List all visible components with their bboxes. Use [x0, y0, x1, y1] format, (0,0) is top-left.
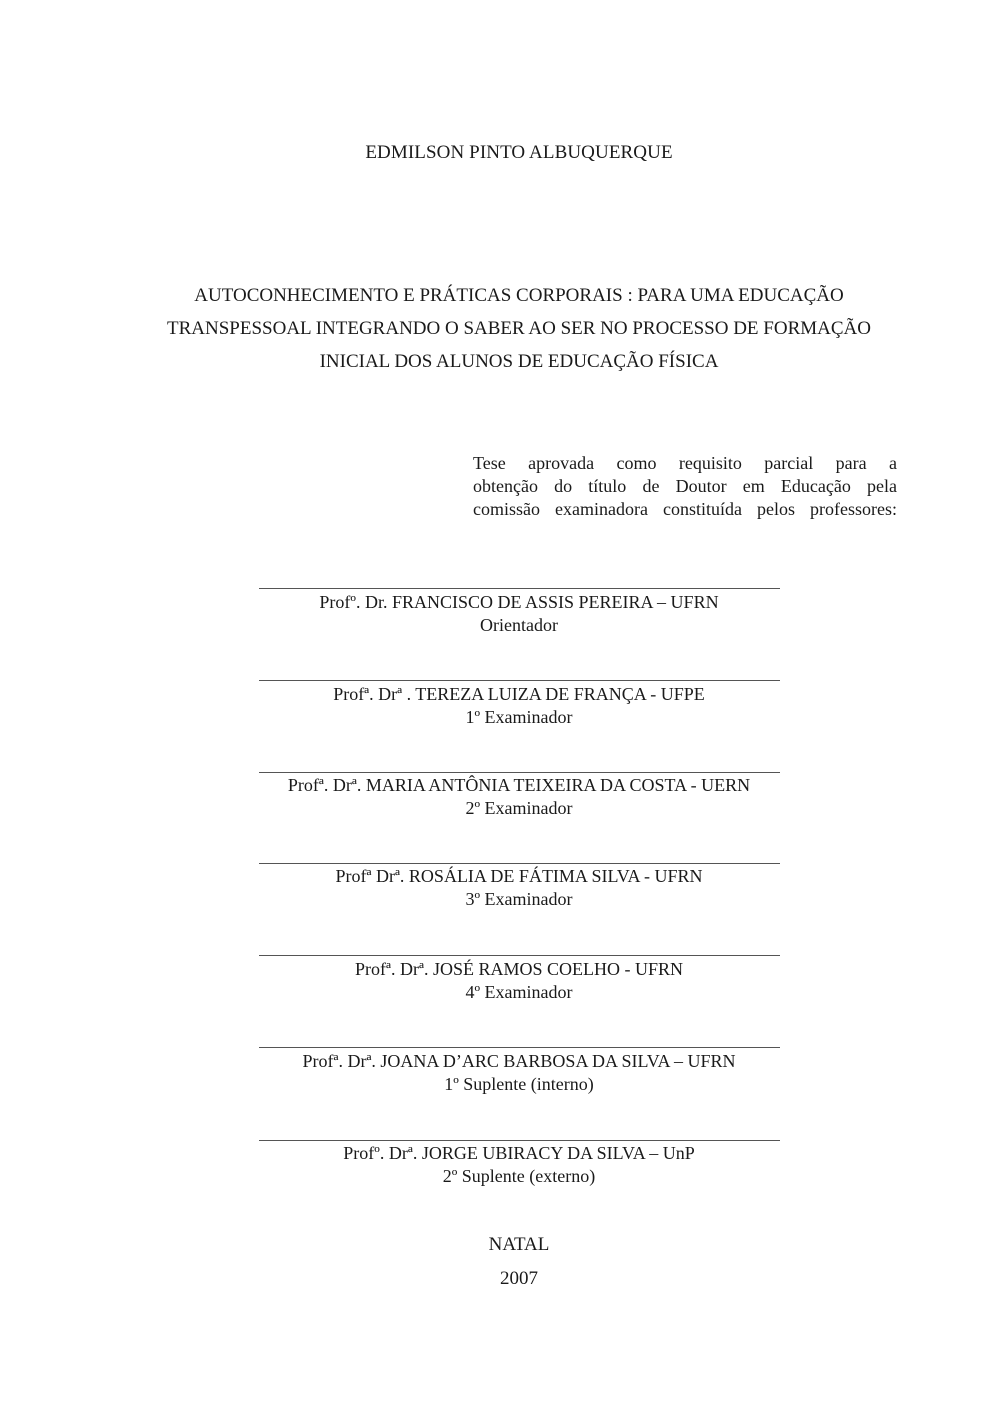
- signature-line: [259, 955, 780, 956]
- signature-line: [259, 588, 780, 589]
- thesis-title: [0, 279, 992, 378]
- signature-line: [259, 1140, 780, 1141]
- signature-line: [259, 863, 780, 864]
- committee-member-role: 2º Examinador: [465, 798, 573, 818]
- approval-line: comissão examinadora constituída pelos professores:: [473, 499, 897, 519]
- committee-member-role: 1º Suplente (interno): [444, 1074, 594, 1094]
- signature-line: [259, 1047, 780, 1048]
- title-line: TRANSPESSOAL INTEGRANDO O SABER AO SER NO PROCESSO DE FORMAÇÃO: [167, 318, 871, 339]
- committee-member-name: Profª. Drª. JOSÉ RAMOS COELHO - UFRN: [355, 959, 683, 979]
- title-line: INICIAL DOS ALUNOS DE EDUCAÇÃO FÍSICA: [319, 351, 719, 372]
- committee-member-name: Profº. Dr. FRANCISCO DE ASSIS PEREIRA – UFRN: [319, 592, 719, 612]
- committee-member-role: 4º Examinador: [465, 982, 573, 1002]
- committee-member-role: Orientador: [480, 615, 558, 635]
- committee-member-role: 2º Suplente (externo): [442, 1166, 596, 1186]
- city: NATAL: [488, 1234, 550, 1255]
- approval-statement: [473, 452, 897, 521]
- committee-member-name: Profª. Drª . TEREZA LUIZA DE FRANÇA - UFPE: [333, 684, 705, 704]
- committee-member-role: 3º Examinador: [465, 889, 573, 909]
- signature-line: [259, 772, 780, 773]
- signature-line: [259, 680, 780, 681]
- year: 2007: [500, 1268, 538, 1289]
- committee-member-name: Profª. Drª. JOANA D’ARC BARBOSA DA SILVA – UFRN: [302, 1051, 736, 1071]
- approval-line: obtenção do título de Doutor em Educação pela: [473, 476, 897, 496]
- approval-line: Tese aprovada como requisito parcial para a: [473, 453, 897, 473]
- committee-member-name: Profº. Drª. JORGE UBIRACY DA SILVA – UnP: [343, 1143, 695, 1163]
- author-name: EDMILSON PINTO ALBUQUERQUE: [365, 142, 673, 163]
- committee-member-name: Profª Drª. ROSÁLIA DE FÁTIMA SILVA - UFRN: [335, 866, 703, 886]
- title-line: AUTOCONHECIMENTO E PRÁTICAS CORPORAIS : PARA UMA EDUCAÇÃO: [194, 285, 844, 306]
- committee-member-name: Profª. Drª. MARIA ANTÔNIA TEIXEIRA DA COSTA - UERN: [287, 775, 751, 795]
- committee-member-role: 1º Examinador: [465, 707, 573, 727]
